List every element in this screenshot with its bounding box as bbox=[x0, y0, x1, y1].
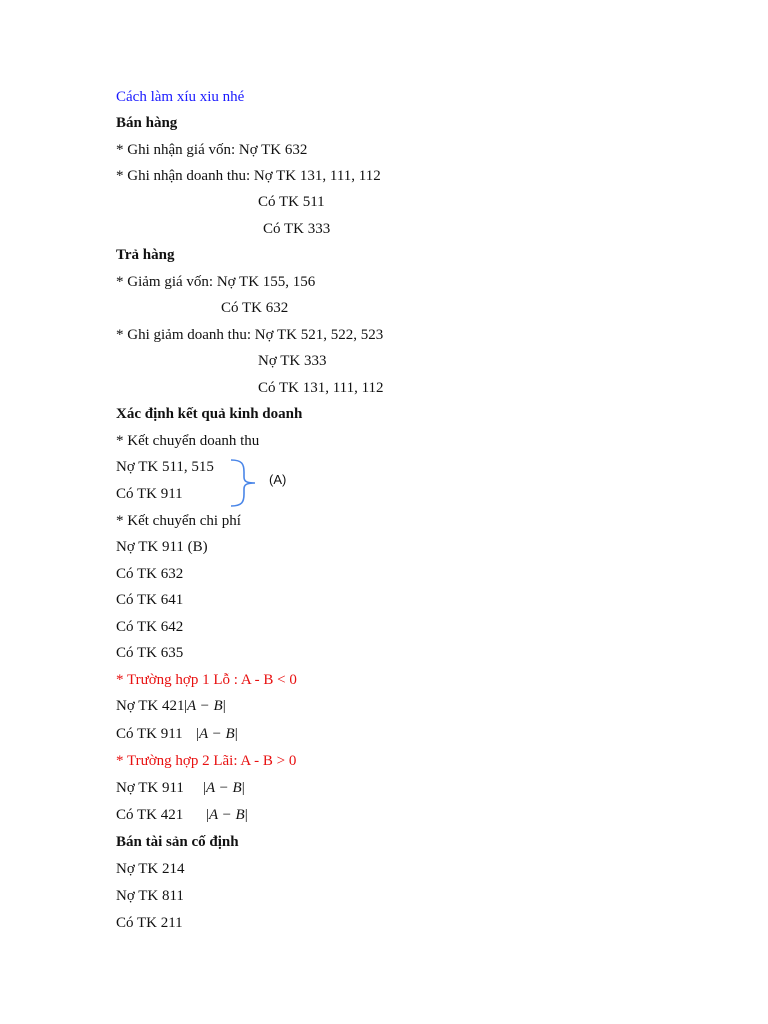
text-line: Nợ TK 811 bbox=[116, 888, 184, 904]
text-line: * Kết chuyển doanh thu bbox=[116, 433, 260, 449]
text-line: * Kết chuyển chi phí bbox=[116, 513, 241, 529]
math-expression: A − B bbox=[199, 726, 235, 742]
case-2-debit: Nợ TK 911 bbox=[116, 780, 184, 796]
absolute-value-expression: |A − B| bbox=[206, 807, 248, 823]
heading-tra-hang: Trả hàng bbox=[116, 247, 175, 263]
math-expression: A − B bbox=[187, 698, 223, 714]
case-1-heading: * Trường hợp 1 Lỗ : A - B < 0 bbox=[116, 672, 297, 688]
text-line: Có TK 211 bbox=[116, 915, 183, 931]
text-line: Có TK 511 bbox=[258, 194, 325, 210]
text-line: Nợ TK 214 bbox=[116, 861, 185, 877]
case-1-debit: Nợ TK 421 bbox=[116, 698, 185, 714]
text-line: Có TK 632 bbox=[116, 566, 184, 582]
case-2-credit: Có TK 421 bbox=[116, 807, 184, 823]
absolute-value-expression: |A − B| bbox=[196, 726, 238, 742]
heading-xac-dinh-ket-qua: Xác định kết quả kinh doanh bbox=[116, 406, 303, 422]
text-line: Có TK 632 bbox=[221, 300, 289, 316]
math-expression: A − B bbox=[206, 780, 242, 796]
text-line: Có TK 333 bbox=[263, 221, 331, 237]
text-line: * Ghi nhận doanh thu: Nợ TK 131, 111, 112 bbox=[116, 168, 381, 184]
text-line: Nợ TK 911 (B) bbox=[116, 539, 208, 555]
case-1-credit: Có TK 911 bbox=[116, 726, 183, 742]
text-line: * Giảm giá vốn: Nợ TK 155, 156 bbox=[116, 274, 316, 290]
text-line: Có TK 131, 111, 112 bbox=[258, 380, 384, 396]
text-line: Nợ TK 333 bbox=[258, 353, 327, 369]
text-line: * Ghi nhận giá vốn: Nợ TK 632 bbox=[116, 142, 308, 158]
heading-ban-tai-san-co-dinh: Bán tài sản cố định bbox=[116, 834, 239, 850]
brace-label-a: (A) bbox=[269, 472, 287, 487]
text-line: Có TK 911 bbox=[116, 486, 183, 502]
absolute-value-expression: |A − B| bbox=[184, 698, 226, 714]
heading-ban-hang: Bán hàng bbox=[116, 115, 178, 131]
curly-brace-icon bbox=[228, 458, 260, 508]
case-2-heading: * Trường hợp 2 Lãi: A - B > 0 bbox=[116, 753, 297, 769]
math-expression: A − B bbox=[209, 807, 245, 823]
text-line: * Ghi giảm doanh thu: Nợ TK 521, 522, 523 bbox=[116, 327, 384, 343]
text-line: Nợ TK 511, 515 bbox=[116, 459, 214, 475]
absolute-value-expression: |A − B| bbox=[203, 780, 245, 796]
text-line: Có TK 635 bbox=[116, 645, 184, 661]
text-line: Có TK 641 bbox=[116, 592, 184, 608]
text-line: Có TK 642 bbox=[116, 619, 184, 635]
document-title: Cách làm xíu xiu nhé bbox=[116, 89, 245, 105]
